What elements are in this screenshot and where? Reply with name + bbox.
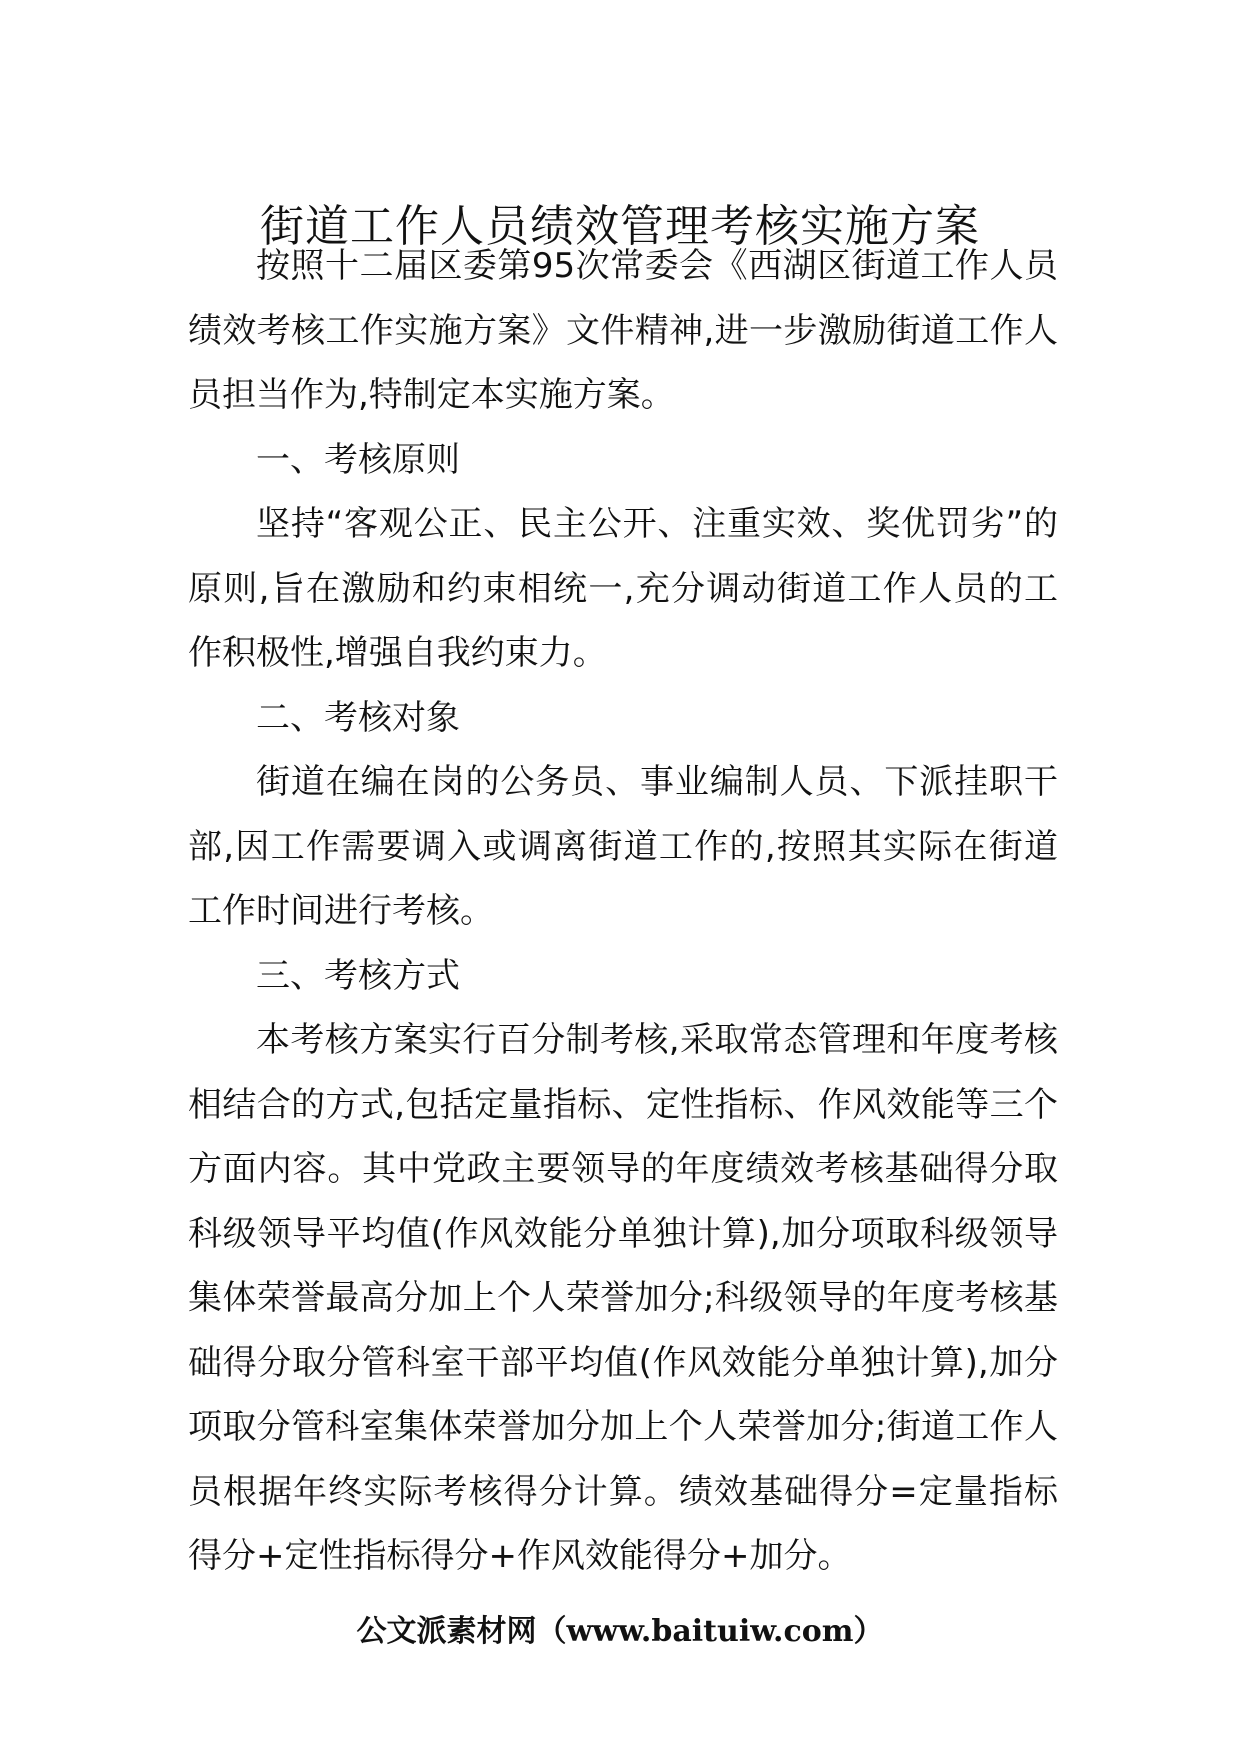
document-title: 街道工作人员绩效管理考核实施方案 — [260, 201, 980, 253]
section-body-targets: 街道在编在岗的公务员、事业编制人员、下派挂职干部,因工作需要调入或调离街道工作的,按照其实际在街道工作时间进行考核。 — [188, 762, 1058, 931]
source-watermark: 公文派素材网（www.baituiw.com） — [356, 1614, 884, 1649]
document-body — [188, 234, 1058, 1589]
intro-paragraph: 按照十二届区委第95次常委会《西湖区街道工作人员绩效考核工作实施方案》文件精神,进一步激励街道工作人员担当作为,特制定本实施方案。 — [188, 246, 1058, 415]
section-heading-targets: 二、考核对象 — [256, 697, 460, 738]
section-body-principles: 坚持“客观公正、民主公开、注重实效、奖优罚劣”的原则,旨在激励和约束相统一,充分调动街道工作人员的工作积极性,增强自我约束力。 — [188, 504, 1058, 673]
section-heading-methods: 三、考核方式 — [256, 955, 460, 996]
section-body-methods: 本考核方案实行百分制考核,采取常态管理和年度考核相结合的方式,包括定量指标、定性指标、作风效能等三个方面内容。其中党政主要领导的年度绩效考核基础得分取科级领导平均值(作风效能分单独计算),加分项取科级领导集体荣誉最高分加上个人荣誉加分;科级领导的年度考核基础得分取分管科室干部平均值(作风效能分单独计算),加分项取分管科室集体荣誉加分加上个人荣誉加分;街道工作人员根据年终实际考核得分计算。绩效基础得分=定量指标得分+定性指标得分+作风效能得分+加分。 — [188, 1020, 1059, 1576]
section-heading-principles: 一、考核原则 — [256, 439, 460, 480]
